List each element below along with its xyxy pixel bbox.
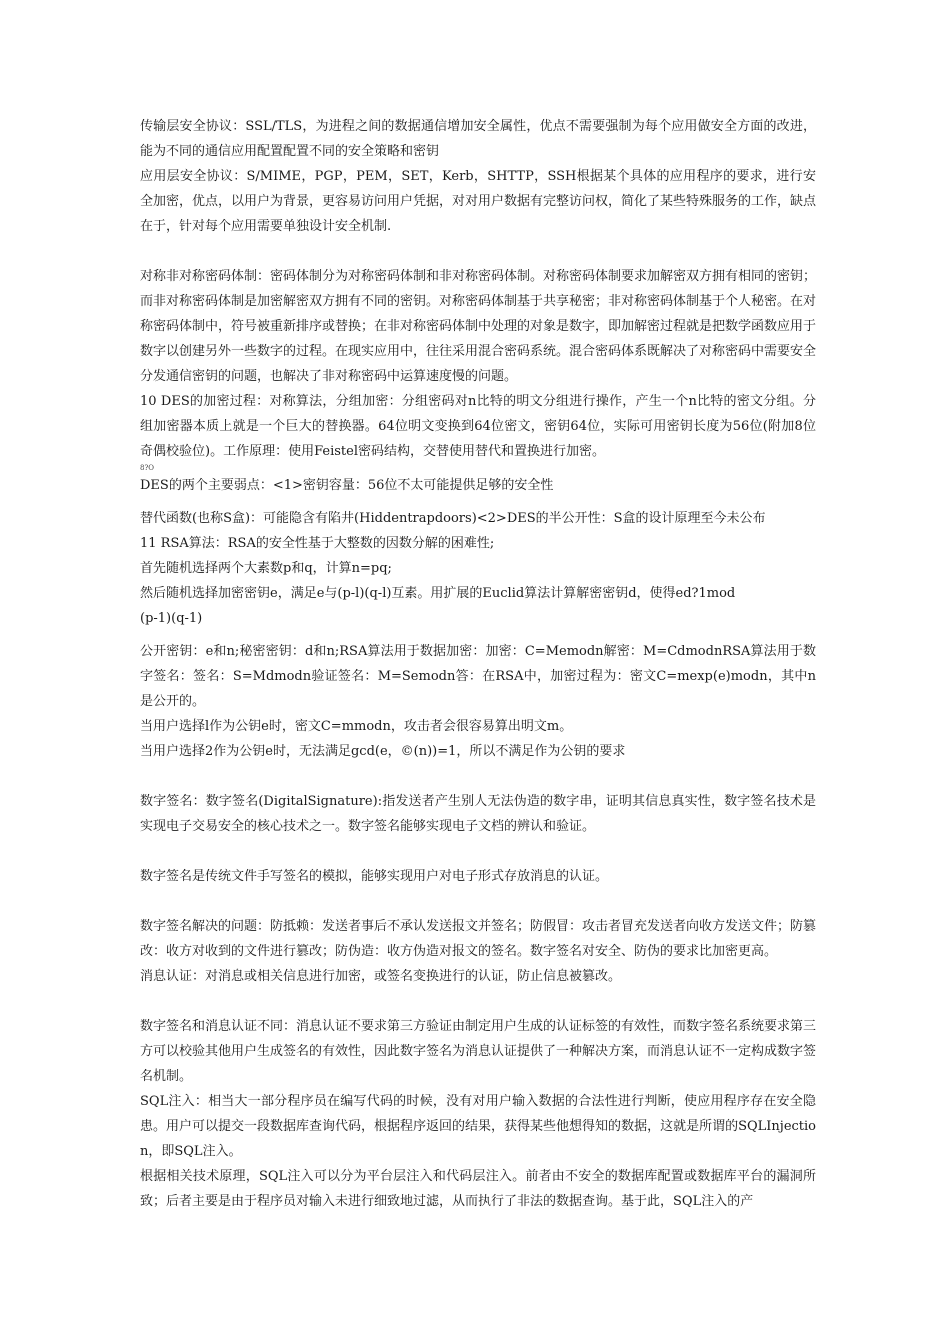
paragraph-rsa-step2: 然后随机选择加密密钥e，满足e与(p-l)(q-l)互素。用扩展的Euclid算法计算解密密钥d，使得ed?1mod bbox=[140, 586, 736, 601]
paragraph-signature-vs-auth: 数字签名和消息认证不同：消息认证不要求第三方验证由制定用户生成的认证标签的有效性，而数字签名系统要求第三方可以校验其他用户生成签名的有效性，因此数字签名为消息认证提供了一种解决方案，而消息认证不一定构成数字签名机制。 bbox=[140, 1019, 817, 1084]
paragraph-signature-problems: 数字签名解决的问题：防抵赖：发送者事后不承认发送报文并签名；防假冒：攻击者冒充发送者向收方发送文件；防篡改：收方对收到的文件进行篡改；防伪造：收方伪造对报文的签名。数字签名对安全、防伪的要求比加密更高。 bbox=[140, 919, 817, 959]
blank-line bbox=[140, 631, 816, 639]
blank-line bbox=[140, 764, 816, 789]
paragraph-substitution-function: 替代函数(也称S盒)：可能隐含有陷井(Hiddentrapdoors)<2>DES的半公开性：S盒的设计原理至今未公布 bbox=[140, 511, 766, 526]
paragraph-signature-simulation: 数字签名是传统文件手写签名的模拟，能够实现用户对电子形式存放消息的认证。 bbox=[140, 869, 609, 884]
paragraph-sql-types: 根据相关技术原理，SQL注入可以分为平台层注入和代码层注入。前者由不安全的数据库配置或数据库平台的漏洞所致；后者主要是由于程序员对输入未进行细致地过滤，从而执行了非法的数据查询。基于此，SQL注入的产 bbox=[140, 1169, 816, 1209]
paragraph-application-layer: 应用层安全协议：S/MIME，PGP，PEM，SET，Kerb，SHTTP，SSH根据某个具体的应用程序的要求，进行安全加密，优点，以用户为背景，更容易访问用户凭据，对对用户数据有完整访问权，简化了某些特殊服务的工作，缺点在于，针对每个应用需要单独设计安全机制. bbox=[140, 169, 817, 234]
paragraph-des-weakness: DES的两个主要弱点：<1>密钥容量：56位不太可能提供足够的安全性 bbox=[140, 478, 554, 493]
paragraph-rsa-modulus: (p-1)(q-1) bbox=[140, 611, 203, 626]
small-mark: 8?O bbox=[140, 464, 154, 472]
paragraph-sql-injection: SQL注入：相当大一部分程序员在编写代码的时候，没有对用户输入数据的合法性进行判断，使应用程序存在安全隐患。用户可以提交一段数据库查询代码，根据程序返回的结果，获得某些他想得知的数据，这就是所谓的SQLInjection，即SQL注入。 bbox=[140, 1094, 816, 1159]
paragraph-digital-signature: 数字签名：数字签名(DigitalSignature):指发送者产生别人无法伪造的数字串，证明其信息真实性，数字签名技术是实现电子交易安全的核心技术之一。数字签名能够实现电子文档的辨认和验证。 bbox=[140, 794, 816, 834]
paragraph-rsa-step1: 首先随机选择两个大素数p和q，计算n=pq; bbox=[140, 561, 392, 576]
paragraph-transport-layer: 传输层安全协议：SSL/TLS，为进程之间的数据通信增加安全属性，优点不需要强制为每个应用做安全方面的改进，能为不同的通信应用配置配置不同的安全策略和密钥 bbox=[140, 119, 816, 159]
paragraph-rsa-keys: 公开密钥：e和n;秘密密钥：d和n;RSA算法用于数据加密：加密：C=Memodn解密：M=CdmodnRSA算法用于数字签名：签名：S=Mdmodn验证签名：M=Semodn答：在RSA中，加密过程为：密文C=mexp(e)modn，其中n是公开的。 bbox=[140, 644, 816, 709]
blank-line bbox=[140, 889, 816, 914]
blank-line bbox=[140, 989, 816, 1014]
paragraph-message-auth: 消息认证：对消息或相关信息进行加密，或签名变换进行的认证，防止信息被篡改。 bbox=[140, 969, 622, 984]
document-page bbox=[140, 114, 816, 1214]
paragraph-symmetric-asymmetric: 对称非对称密码体制：密码体制分为对称密码体制和非对称密码体制。对称密码体制要求加解密双方拥有相同的密钥；而非对称密码体制是加密解密双方拥有不同的密钥。对称密码体制基于共享秘密；非对称密码体制基于个人秘密。在对称密码体制中，符号被重新排序或替换；在非对称密码体制中处理的对象是数字，即加解密过程就是把数学函数应用于数字以创建另外一些数字的过程。在现实应用中，往往采用混合密码系统。混合密码体系既解决了对称密码中需要安全分发通信密钥的问题，也解决了非对称密码中运算速度慢的问题。 bbox=[140, 269, 817, 384]
blank-line bbox=[140, 839, 816, 864]
paragraph-rsa-e1: 当用户选择l作为公钥e时，密文C=mmodn，攻击者会很容易算出明文m。 bbox=[140, 719, 573, 734]
paragraph-rsa-e2: 当用户选择2作为公钥e时，无法满足gcd(e，©(n))=1，所以不满足作为公钥的要求 bbox=[140, 744, 626, 759]
paragraph-des-encryption: 10 DES的加密过程：对称算法，分组加密：分组密码对n比特的明文分组进行操作，产生一个n比特的密文分组。分组加密器本质上就是一个巨大的替换器。64位明文变换到64位密文，密钥64位，实际可用密钥长度为56位(附加8位奇偶校验位)。工作原理：使用Feistel密码结构，交替使用替代和置换进行加密。 bbox=[140, 394, 816, 459]
blank-line bbox=[140, 239, 816, 264]
blank-line bbox=[140, 498, 816, 506]
paragraph-rsa-title: 11 RSA算法：RSA的安全性基于大整数的因数分解的困难性; bbox=[140, 536, 495, 551]
